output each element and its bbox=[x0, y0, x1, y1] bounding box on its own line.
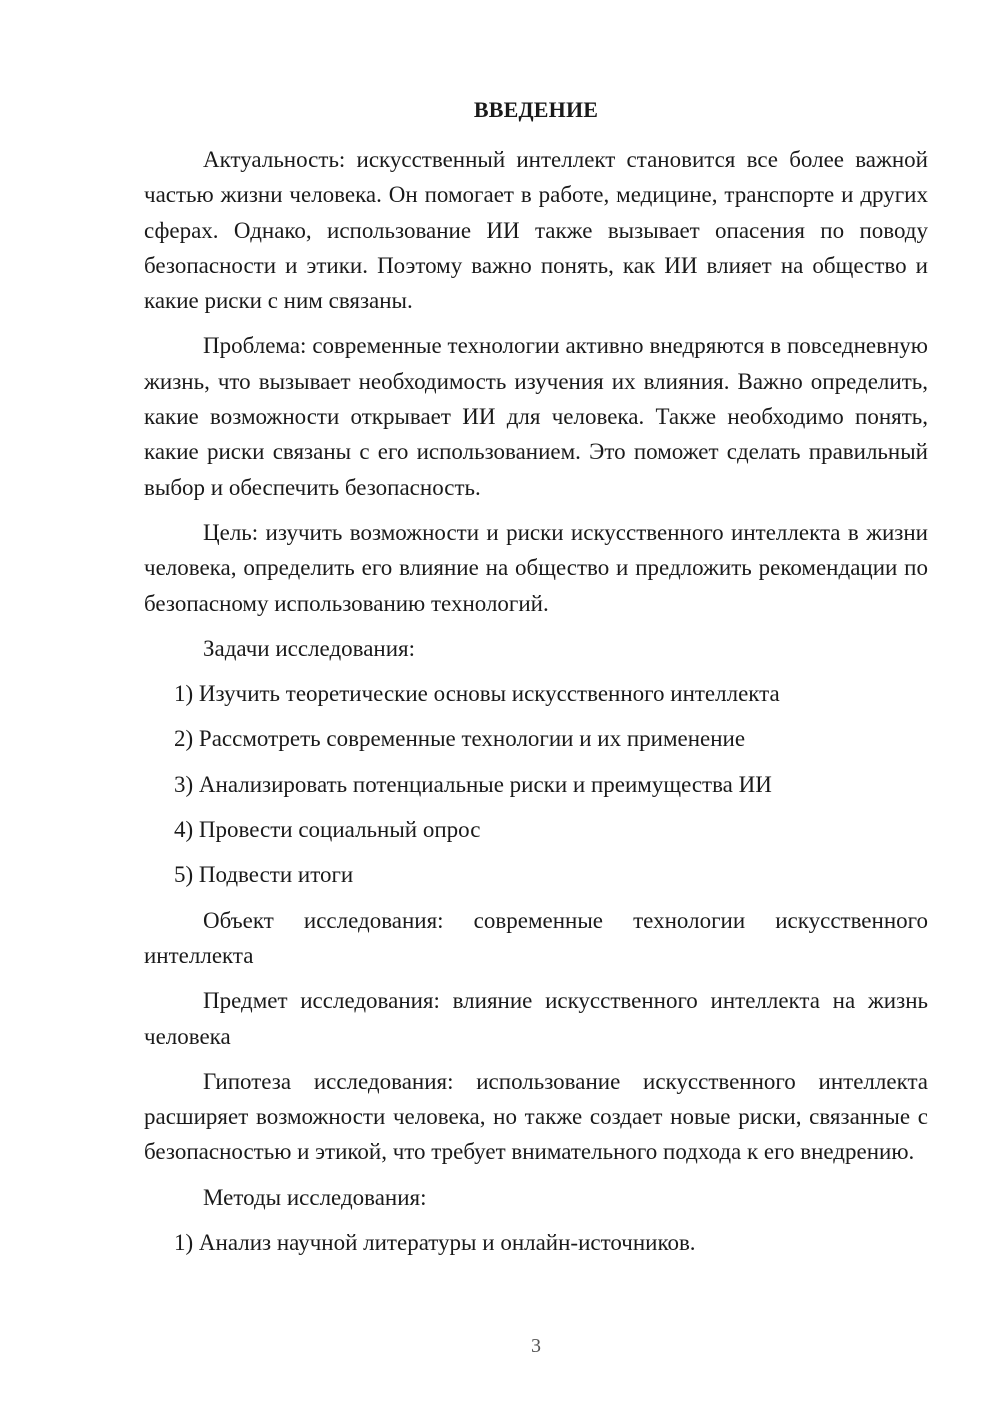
paragraph-relevance: Актуальность: искусственный интеллект становится все более важной частью жизни человека. Он помогает в работе, медицине, транспорте и других сферах. Однако, использование ИИ также вызывает опасения по поводу безопасности и этики. Поэтому важно понять, как ИИ влияет на общество и какие риски с ним связаны. bbox=[144, 147, 928, 314]
list-item: 1) Изучить теоретические основы искусственного интеллекта bbox=[174, 681, 780, 707]
paragraph-goal: Цель: изучить возможности и риски искусственного интеллекта в жизни человека, определить его влияние на общество и предложить рекомендации по безопасному использованию технологий. bbox=[144, 519, 928, 616]
list-item: 2) Рассмотреть современные технологии и их применение bbox=[174, 726, 746, 752]
paragraph-problem: Проблема: современные технологии активно внедряются в повседневную жизнь, что вызывает необходимость изучения их влияния. Важно определить, какие возможности открывает ИИ для человека. Также необходимо понять, какие риски связаны с его использованием. Это поможет сделать правильный выбор и обеспечить безопасность. bbox=[144, 333, 928, 500]
list-item: 4) Провести социальный опрос bbox=[174, 817, 481, 843]
section-heading: ВВЕДЕНИЕ bbox=[473, 97, 599, 122]
methods-heading: Методы исследования: bbox=[203, 1184, 427, 1210]
paragraph-object: Объект исследования: современные технологии искусственного интеллекта bbox=[144, 907, 928, 968]
list-item: 1) Анализ научной литературы и онлайн-источников. bbox=[174, 1230, 696, 1256]
methods-list bbox=[144, 1225, 928, 1260]
paragraph-hypothesis: Гипотеза исследования: использование искусственного интеллекта расширяет возможности человека, но также создает новые риски, связанные с безопасностью и этикой, что требует внимательного подхода к его внедрению. bbox=[144, 1068, 928, 1165]
list-item: 5) Подвести итоги bbox=[174, 862, 354, 888]
tasks-heading: Задачи исследования: bbox=[203, 635, 416, 661]
paragraph-subject: Предмет исследования: влияние искусственного интеллекта на жизнь человека bbox=[144, 988, 928, 1049]
tasks-list bbox=[144, 676, 928, 892]
page-number: 3 bbox=[531, 1335, 541, 1357]
list-item: 3) Анализировать потенциальные риски и преимущества ИИ bbox=[174, 771, 772, 797]
body-text bbox=[144, 142, 928, 1270]
